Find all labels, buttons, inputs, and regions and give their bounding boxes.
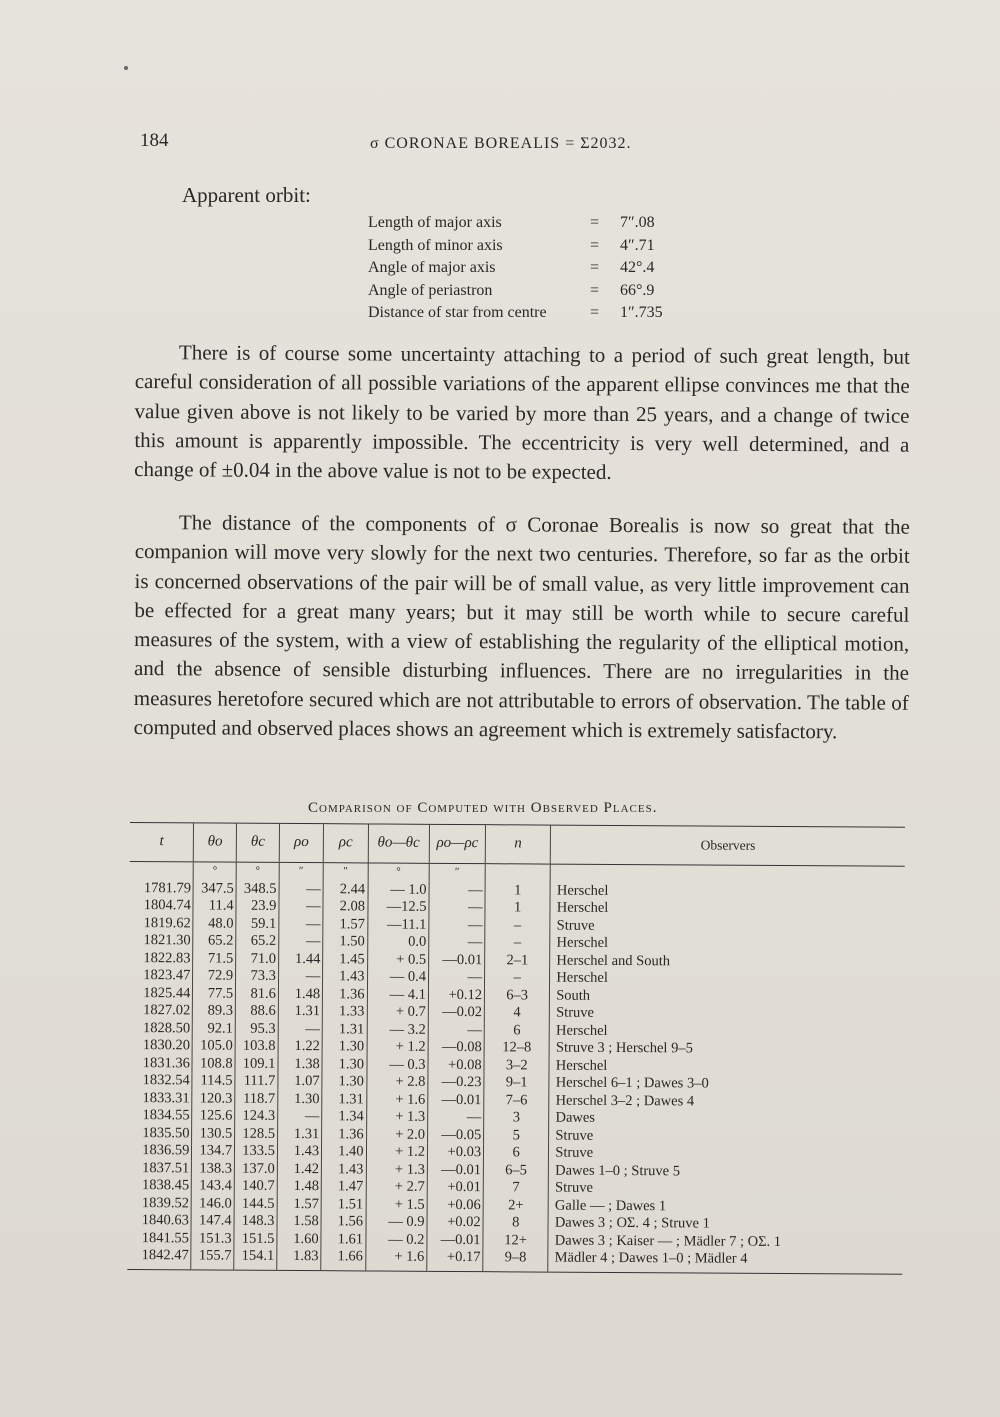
cell-nights: 2+	[483, 1197, 548, 1215]
orbit-element-row	[368, 257, 663, 280]
paragraph-uncertainty: There is of course some uncertainty attaching to a period of such great length, but careful consideration of all possible variations of the apparent ellipse convinces me that the value given above is not likely to be varied by more than 25 years, and a change of twice this amount is apparently impossible. The eccentricity is very well determined, and a change of ±0.04 in the above value is not to be expected.	[134, 340, 910, 485]
cell-epoch: 1838.45	[141, 1177, 190, 1194]
cell-rho-residual: +0.02	[427, 1214, 483, 1232]
cell-theta-computed: 348.5	[236, 880, 279, 898]
cell-observers: Dawes	[549, 1110, 903, 1130]
header-theta-observed: θo	[194, 823, 237, 862]
cell-rho-observed: 1.43	[277, 1143, 321, 1161]
cell-observers: Herschel	[549, 1057, 903, 1077]
orbit-element-equals: =	[590, 259, 600, 276]
orbit-elements	[368, 212, 663, 325]
orbit-title: Apparent orbit:	[182, 183, 311, 207]
cell-theta-residual: + 0.5	[367, 951, 429, 969]
cell-observers: Herschel	[550, 900, 904, 920]
cell-rho-observed: 1.48	[278, 985, 322, 1003]
cell-theta-observed: 125.6	[192, 1107, 235, 1125]
cell-nights: 6–3	[485, 987, 550, 1005]
cell-epoch: 1840.63	[141, 1212, 190, 1229]
orbit-element-label: Angle of major axis	[368, 259, 496, 276]
cell-theta-computed: 23.9	[236, 898, 279, 916]
cell-rho-computed: 1.36	[323, 986, 367, 1004]
cell-observers: Herschel 6–1 ; Dawes 3–0	[549, 1075, 903, 1095]
cell-epoch: 1833.31	[142, 1089, 190, 1106]
cell-rho-residual: —	[428, 969, 484, 987]
cell-theta-computed: 148.3	[234, 1213, 277, 1231]
cell-epoch: 1836.59	[142, 1142, 190, 1159]
cell-theta-computed: 59.1	[236, 915, 279, 933]
header-rho-computed: ρc	[323, 824, 368, 863]
cell-epoch: 1835.50	[142, 1124, 190, 1141]
cell-rho-observed: —	[278, 1020, 322, 1038]
cell-nights: 3–2	[484, 1057, 549, 1075]
cell-rho-computed: 1.57	[323, 916, 367, 934]
cell-epoch: 1839.52	[141, 1194, 190, 1211]
cell-rho-computed: 1.50	[323, 933, 367, 951]
cell-epoch: 1823.47	[143, 967, 191, 984]
cell-theta-computed: 124.3	[235, 1108, 278, 1126]
cell-rho-observed: —	[279, 933, 323, 951]
orbit-element-row	[368, 235, 663, 258]
cell-nights: 3	[484, 1109, 549, 1127]
cell-rho-residual: —0.01	[429, 951, 485, 969]
cell-rho-computed: 1.30	[322, 1038, 366, 1056]
cell-epoch: 1831.36	[142, 1054, 190, 1071]
cell-rho-residual: +0.03	[427, 1144, 483, 1162]
cell-theta-observed: 105.0	[192, 1037, 235, 1055]
cell-theta-computed: 151.5	[234, 1230, 277, 1248]
header-observers: Observers	[551, 825, 905, 866]
cell-rho-computed: 1.33	[322, 1003, 366, 1021]
cell-observers: Herschel	[550, 970, 904, 990]
cell-rho-computed: 1.31	[322, 1021, 366, 1039]
orbit-element-label: Angle of periastron	[368, 281, 493, 299]
page-number: 184	[140, 130, 169, 151]
cell-observers: Struve	[550, 917, 904, 937]
cell-theta-computed: 137.0	[234, 1160, 277, 1178]
cell-theta-observed: 130.5	[192, 1125, 235, 1143]
cell-theta-observed: 92.1	[193, 1020, 236, 1038]
cell-theta-observed: 151.3	[191, 1230, 234, 1248]
cell-epoch: 1825.44	[143, 984, 191, 1001]
cell-rho-observed: 1.60	[277, 1230, 321, 1248]
cell-nights: 7	[483, 1179, 548, 1197]
cell-rho-residual: +0.06	[427, 1196, 483, 1214]
cell-rho-residual: +0.12	[428, 986, 484, 1004]
cell-theta-computed: 88.6	[235, 1003, 278, 1021]
orbit-element-value: 42°.4	[620, 259, 655, 276]
cell-theta-observed: 120.3	[192, 1090, 235, 1108]
cell-epoch: 1821.30	[143, 932, 191, 949]
cell-theta-observed: 108.8	[192, 1055, 235, 1073]
cell-nights: 9–1	[484, 1074, 549, 1092]
cell-theta-observed: 65.2	[193, 932, 236, 950]
orbit-element-label: Length of minor axis	[368, 236, 503, 254]
cell-theta-computed: 95.3	[235, 1020, 278, 1038]
cell-epoch: 1781.79	[143, 879, 192, 896]
header-nights: n	[485, 825, 550, 864]
cell-nights: 12+	[483, 1232, 548, 1250]
cell-rho-observed: 1.22	[278, 1038, 322, 1056]
cell-epoch: 1830.20	[142, 1037, 191, 1054]
cell-theta-observed: 11.4	[193, 897, 236, 915]
cell-epoch: 1834.55	[142, 1107, 190, 1124]
unit-theta-computed: °	[236, 862, 279, 880]
cell-rho-observed: 1.42	[277, 1160, 321, 1178]
cell-theta-computed: 154.1	[234, 1248, 277, 1270]
cell-theta-residual: + 2.8	[366, 1073, 428, 1091]
unit-rho-observed: ″	[279, 862, 323, 880]
unit-epoch	[130, 861, 194, 879]
cell-rho-observed: 1.38	[278, 1055, 322, 1073]
cell-nights: 6	[484, 1022, 549, 1040]
cell-nights: –	[485, 934, 550, 952]
cell-rho-observed: 1.44	[279, 950, 323, 968]
cell-rho-computed: 1.34	[322, 1108, 366, 1126]
table-caption: Comparison of Computed with Observed Places.	[308, 800, 658, 816]
cell-rho-computed: 1.61	[321, 1231, 365, 1249]
cell-theta-residual: — 0.2	[365, 1231, 427, 1249]
cell-theta-residual: + 1.3	[366, 1108, 428, 1126]
paragraph-distance: The distance of the components of σ Coronae Borealis is now so great that the companion will move very slowly for the next two centuries. Therefore, so far as the orbit is concerned observations of the pair will be of small value, as very little improvement can be effected for a great many years; but it may still be worth while to secure careful measures of the system, with a view of establishing the regularity of the elliptical motion, and the absence of sensible disturbing influences. There are no irregularities in the measures heretofore secured which are not attributable to errors of observation. The table of computed and observed places shows an agreement which is extremely satisfactory.	[133, 510, 910, 744]
header-rho-residual: ρo—ρc	[429, 824, 485, 863]
cell-rho-computed: 1.47	[321, 1178, 365, 1196]
orbit-element-value: 66°.9	[620, 281, 655, 299]
cell-rho-residual: —	[429, 881, 485, 899]
cell-rho-observed: —	[278, 968, 322, 986]
cell-rho-observed: 1.30	[278, 1090, 322, 1108]
cell-theta-residual: — 1.0	[368, 881, 430, 899]
cell-observers: Struve	[549, 1145, 903, 1165]
cell-rho-observed: —	[279, 898, 323, 916]
cell-rho-residual: —	[429, 916, 485, 934]
cell-rho-observed: —	[279, 915, 323, 933]
header-rho-observed: ρo	[279, 823, 324, 862]
cell-nights: –	[485, 917, 550, 935]
cell-theta-computed: 128.5	[235, 1125, 278, 1143]
cell-theta-residual: + 1.3	[366, 1161, 428, 1179]
unit-theta-residual: °	[368, 863, 430, 881]
cell-rho-observed: 1.31	[278, 1003, 322, 1021]
cell-theta-residual: + 2.0	[366, 1126, 428, 1144]
cell-theta-observed: 143.4	[192, 1177, 235, 1195]
cell-rho-computed: 1.36	[322, 1126, 366, 1144]
cell-observers: Herschel	[549, 1022, 903, 1042]
cell-theta-observed: 77.5	[193, 985, 236, 1003]
cell-observers: Struve	[549, 1127, 903, 1147]
cell-theta-observed: 347.5	[193, 880, 236, 898]
cell-theta-residual: + 1.2	[366, 1143, 428, 1161]
cell-epoch: 1828.50	[142, 1019, 191, 1036]
cell-nights: 6	[484, 1144, 549, 1162]
cell-nights: 1	[485, 899, 550, 917]
cell-theta-observed: 48.0	[193, 915, 236, 933]
unit-nights	[485, 864, 550, 882]
cell-rho-residual: —	[429, 934, 485, 952]
orbit-element-row	[368, 280, 663, 303]
cell-theta-computed: 103.8	[235, 1038, 278, 1056]
cell-theta-residual: 0.0	[367, 933, 429, 951]
cell-observers: South	[550, 987, 904, 1007]
cell-nights: 1	[485, 882, 550, 900]
cell-observers: Dawes 1–0 ; Struve 5	[549, 1162, 903, 1182]
cell-observers: Mädler 4 ; Dawes 1–0 ; Mädler 4	[548, 1250, 902, 1274]
cell-rho-computed: 2.08	[323, 898, 367, 916]
cell-rho-computed: 1.51	[321, 1196, 365, 1214]
cell-theta-computed: 133.5	[235, 1143, 278, 1161]
orbit-element-value: 1″.735	[620, 304, 663, 321]
cell-theta-observed: 72.9	[193, 967, 236, 985]
cell-epoch: 1841.55	[141, 1229, 189, 1246]
cell-theta-observed: 146.0	[192, 1195, 235, 1213]
cell-nights: 4	[484, 1004, 549, 1022]
cell-nights: 9–8	[483, 1249, 548, 1271]
cell-epoch: 1827.02	[143, 1002, 191, 1019]
cell-rho-residual: —0.05	[428, 1126, 484, 1144]
cell-observers: Struve	[550, 1005, 904, 1025]
cell-rho-observed: 1.57	[277, 1195, 321, 1213]
cell-theta-observed: 71.5	[193, 950, 236, 968]
orbit-element-equals: =	[590, 236, 600, 254]
cell-theta-computed: 65.2	[236, 933, 279, 951]
table-row	[127, 1247, 902, 1274]
cell-rho-residual: —	[428, 1021, 484, 1039]
cell-theta-residual: + 0.7	[367, 1003, 429, 1021]
header-epoch: t	[130, 823, 194, 862]
cell-nights: 5	[484, 1127, 549, 1145]
cell-observers: Struve	[549, 1180, 903, 1200]
cell-theta-computed: 109.1	[235, 1055, 278, 1073]
cell-theta-computed: 73.3	[236, 968, 279, 986]
cell-nights: 2–1	[485, 952, 550, 970]
cell-rho-computed: 2.44	[323, 881, 367, 899]
cell-nights: 7–6	[484, 1092, 549, 1110]
cell-rho-computed: 1.31	[322, 1091, 366, 1109]
cell-rho-computed: 1.66	[321, 1248, 365, 1270]
cell-rho-residual: —	[428, 1109, 484, 1127]
cell-theta-residual: + 1.5	[366, 1196, 428, 1214]
cell-observers: Dawes 3 ; Kaiser — ; Mädler 7 ; OΣ. 1	[548, 1232, 902, 1252]
cell-theta-observed: 134.7	[192, 1142, 235, 1160]
cell-theta-residual: + 1.6	[365, 1248, 427, 1270]
cell-rho-observed: 1.58	[277, 1213, 321, 1231]
table-header-row	[130, 823, 905, 867]
cell-theta-computed: 140.7	[234, 1178, 277, 1196]
cell-observers: Herschel	[550, 882, 904, 902]
cell-rho-observed: 1.31	[277, 1125, 321, 1143]
unit-theta-observed: °	[194, 862, 237, 880]
cell-theta-residual: — 4.1	[367, 986, 429, 1004]
cell-rho-residual: +0.01	[427, 1179, 483, 1197]
orbit-element-equals: =	[590, 214, 600, 231]
cell-rho-residual: —0.01	[427, 1231, 483, 1249]
cell-rho-observed: —	[278, 1108, 322, 1126]
cell-observers: Herschel and South	[550, 952, 904, 972]
cell-theta-computed: 111.7	[235, 1073, 278, 1091]
cell-rho-observed: 1.48	[277, 1178, 321, 1196]
cell-nights: 12–8	[484, 1039, 549, 1057]
orbit-element-label: Length of major axis	[368, 214, 502, 231]
cell-theta-computed: 81.6	[236, 985, 279, 1003]
cell-theta-observed: 89.3	[193, 1002, 236, 1020]
cell-theta-computed: 118.7	[235, 1090, 278, 1108]
cell-rho-computed: 1.45	[323, 951, 367, 969]
cell-rho-residual: —0.01	[427, 1161, 483, 1179]
cell-observers: Struve 3 ; Herschel 9–5	[549, 1040, 903, 1060]
orbit-element-value: 4″.71	[620, 236, 655, 254]
cell-nights: 6–5	[483, 1162, 548, 1180]
cell-epoch: 1832.54	[142, 1072, 190, 1089]
unit-rho-residual: ″	[429, 863, 485, 881]
cell-rho-residual: —	[429, 899, 485, 917]
cell-rho-computed: 1.30	[322, 1073, 366, 1091]
cell-rho-observed: 1.83	[277, 1248, 321, 1270]
cell-observers: Galle — ; Dawes 1	[548, 1197, 902, 1217]
cell-rho-observed: —	[279, 880, 323, 898]
cell-rho-residual: —0.02	[428, 1004, 484, 1022]
cell-theta-residual: —11.1	[367, 916, 429, 934]
cell-theta-residual: — 3.2	[367, 1021, 429, 1039]
cell-theta-observed: 114.5	[192, 1072, 235, 1090]
running-head: σ CORONAE BOREALIS = Σ2032.	[370, 135, 632, 152]
header-theta-computed: θc	[236, 823, 279, 862]
cell-rho-residual: —0.01	[428, 1091, 484, 1109]
cell-observers: Herschel	[550, 935, 904, 955]
cell-theta-observed: 155.7	[191, 1247, 234, 1269]
cell-rho-computed: 1.56	[321, 1213, 365, 1231]
orbit-element-row	[368, 302, 663, 325]
ink-speck	[124, 66, 128, 70]
cell-epoch: 1837.51	[142, 1159, 190, 1176]
cell-rho-computed: 1.43	[322, 1161, 366, 1179]
cell-rho-residual: —0.08	[428, 1039, 484, 1057]
cell-theta-residual: — 0.3	[366, 1056, 428, 1074]
cell-theta-observed: 138.3	[192, 1160, 235, 1178]
cell-theta-computed: 71.0	[236, 950, 279, 968]
cell-theta-computed: 144.5	[234, 1195, 277, 1213]
cell-nights: –	[485, 969, 550, 987]
unit-observers	[550, 864, 904, 884]
orbit-element-equals: =	[590, 281, 600, 299]
cell-theta-residual: + 2.7	[366, 1178, 428, 1196]
cell-epoch: 1804.74	[143, 897, 191, 914]
cell-rho-residual: —0.23	[428, 1074, 484, 1092]
cell-rho-computed: 1.40	[322, 1143, 366, 1161]
comparison-table	[127, 822, 905, 1274]
cell-epoch: 1819.62	[143, 914, 191, 931]
cell-rho-observed: 1.07	[278, 1073, 322, 1091]
cell-epoch: 1822.83	[143, 949, 191, 966]
orbit-element-row	[368, 212, 663, 235]
orbit-element-label: Distance of star from centre	[368, 304, 547, 321]
cell-rho-residual: +0.08	[428, 1056, 484, 1074]
cell-theta-residual: —12.5	[367, 898, 429, 916]
cell-rho-residual: +0.17	[427, 1249, 483, 1271]
cell-epoch: 1842.47	[127, 1247, 191, 1269]
cell-rho-computed: 1.43	[323, 968, 367, 986]
cell-observers: Dawes 3 ; OΣ. 4 ; Struve 1	[548, 1215, 902, 1235]
header-theta-residual: θo—θc	[368, 824, 430, 863]
cell-theta-observed: 147.4	[191, 1212, 234, 1230]
cell-theta-residual: — 0.4	[367, 968, 429, 986]
cell-theta-residual: + 1.6	[366, 1091, 428, 1109]
cell-nights: 8	[483, 1214, 548, 1232]
cell-theta-residual: + 1.2	[367, 1038, 429, 1056]
cell-rho-computed: 1.30	[322, 1056, 366, 1074]
unit-rho-computed: ″	[323, 863, 367, 881]
cell-observers: Herschel 3–2 ; Dawes 4	[549, 1092, 903, 1112]
orbit-element-equals: =	[590, 304, 600, 321]
cell-theta-residual: — 0.9	[366, 1213, 428, 1231]
orbit-element-value: 7″.08	[620, 214, 655, 231]
